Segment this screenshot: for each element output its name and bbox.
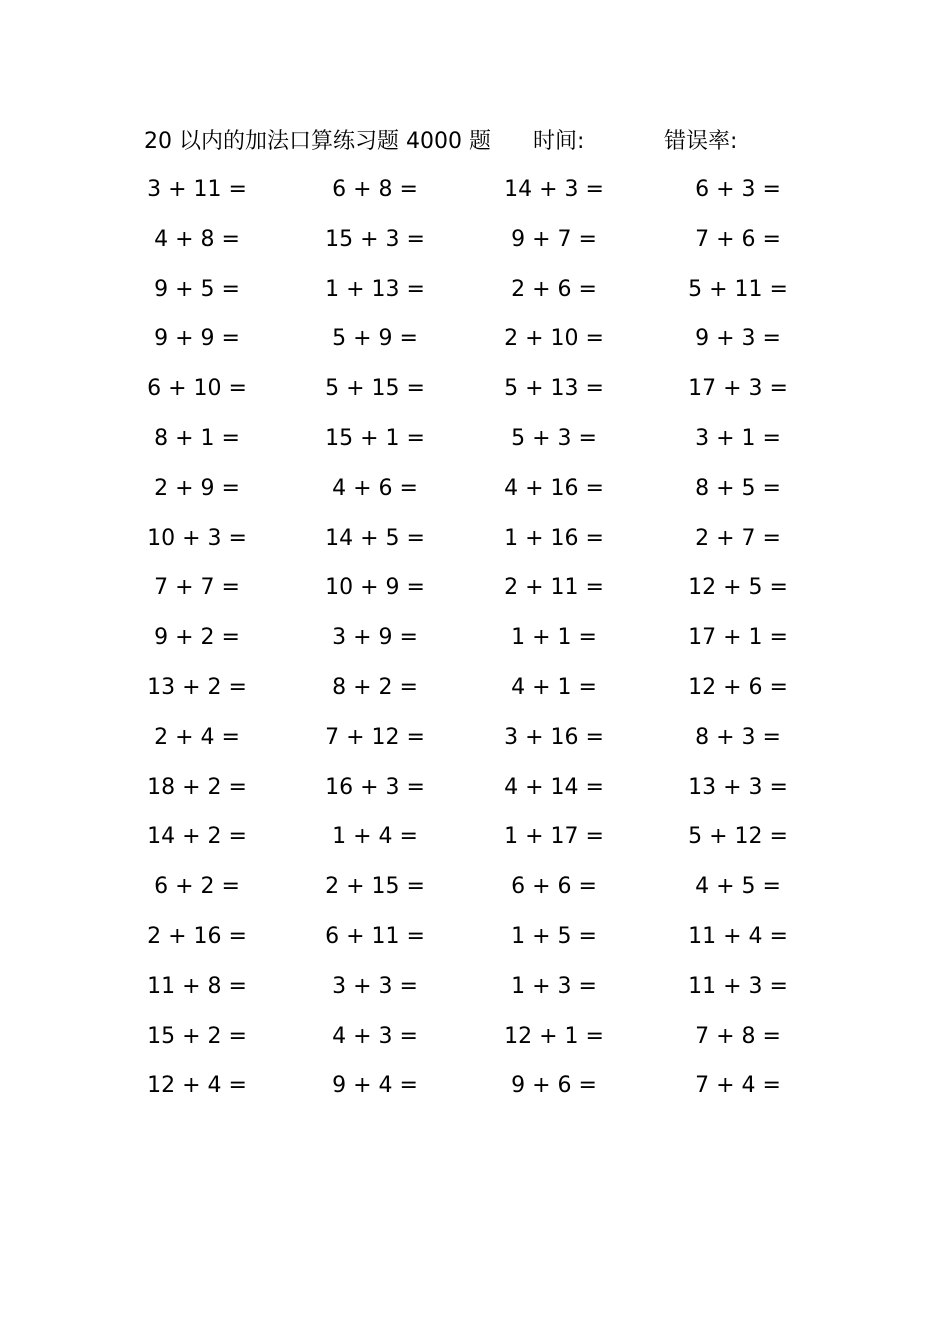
time-label: 时间: (533, 129, 585, 154)
addition-problem: 3 + 16 = (504, 724, 604, 750)
problem-row (0, 570, 950, 620)
addition-problem: 1 + 5 = (511, 923, 597, 949)
addition-problem: 3 + 3 = (332, 973, 418, 999)
addition-problem: 12 + 1 = (504, 1023, 604, 1049)
addition-problem: 3 + 11 = (147, 177, 247, 202)
addition-problem: 5 + 3 = (511, 425, 597, 451)
worksheet-header (0, 124, 950, 160)
addition-problem: 5 + 15 = (325, 376, 425, 402)
addition-problem: 6 + 8 = (332, 177, 418, 202)
addition-problem: 4 + 6 = (332, 475, 418, 501)
addition-problem: 3 + 1 = (695, 425, 781, 451)
addition-problem: 7 + 12 = (325, 724, 425, 750)
addition-problem: 4 + 8 = (154, 226, 240, 252)
addition-problem: 10 + 9 = (325, 575, 425, 601)
addition-problem: 8 + 1 = (154, 425, 240, 451)
addition-problem: 16 + 3 = (325, 774, 425, 800)
addition-problem: 1 + 16 = (504, 525, 604, 551)
addition-problem: 7 + 7 = (154, 575, 240, 601)
problem-row (0, 620, 950, 670)
addition-problem: 1 + 13 = (325, 276, 425, 302)
problem-row (0, 521, 950, 571)
addition-problem: 9 + 4 = (332, 1073, 418, 1099)
addition-problem: 11 + 4 = (688, 923, 788, 949)
problem-row (0, 969, 950, 1019)
problem-row (0, 471, 950, 521)
addition-problem: 7 + 8 = (695, 1023, 781, 1049)
addition-problem: 4 + 16 = (504, 475, 604, 501)
addition-problem: 4 + 5 = (695, 874, 781, 900)
problem-row (0, 720, 950, 770)
addition-problem: 17 + 3 = (688, 376, 788, 402)
worksheet-title: 20 以内的加法口算练习题 4000 题 (144, 129, 491, 154)
addition-problem: 5 + 13 = (504, 376, 604, 402)
addition-problem: 5 + 11 = (688, 276, 788, 302)
problem-row (0, 272, 950, 322)
problem-row (0, 869, 950, 919)
problem-row (0, 321, 950, 371)
problem-row (0, 670, 950, 720)
addition-problem: 8 + 3 = (695, 724, 781, 750)
addition-problem: 11 + 3 = (688, 973, 788, 999)
addition-problem: 6 + 6 = (511, 874, 597, 900)
addition-problem: 1 + 17 = (504, 824, 604, 850)
addition-problem: 14 + 5 = (325, 525, 425, 551)
addition-problem: 12 + 4 = (147, 1073, 247, 1099)
addition-problem: 6 + 11 = (325, 923, 425, 949)
addition-problem: 14 + 2 = (147, 824, 247, 850)
addition-problem: 2 + 9 = (154, 475, 240, 501)
addition-problem: 5 + 9 = (332, 326, 418, 352)
addition-problem: 5 + 12 = (688, 824, 788, 850)
error-rate-label: 错误率: (664, 129, 738, 154)
problem-row (0, 1068, 950, 1118)
addition-problem: 2 + 16 = (147, 923, 247, 949)
addition-problem: 8 + 5 = (695, 475, 781, 501)
addition-problem: 4 + 1 = (511, 674, 597, 700)
addition-problem: 9 + 2 = (154, 625, 240, 651)
problem-row (0, 1019, 950, 1069)
addition-problem: 2 + 15 = (325, 874, 425, 900)
addition-problem: 1 + 3 = (511, 973, 597, 999)
addition-problem: 9 + 9 = (154, 326, 240, 352)
addition-problem: 1 + 4 = (332, 824, 418, 850)
addition-problem: 7 + 4 = (695, 1073, 781, 1099)
addition-problem: 7 + 6 = (695, 226, 781, 252)
addition-problem: 14 + 3 = (504, 177, 604, 202)
addition-problem: 3 + 9 = (332, 625, 418, 651)
addition-problem: 15 + 2 = (147, 1023, 247, 1049)
addition-problem: 2 + 11 = (504, 575, 604, 601)
problem-row (0, 421, 950, 471)
addition-problem: 12 + 6 = (688, 674, 788, 700)
addition-problem: 2 + 6 = (511, 276, 597, 302)
addition-problem: 10 + 3 = (147, 525, 247, 551)
problem-row (0, 222, 950, 272)
addition-problem: 13 + 2 = (147, 674, 247, 700)
addition-problem: 15 + 1 = (325, 425, 425, 451)
addition-problem: 6 + 10 = (147, 376, 247, 402)
addition-problem: 6 + 2 = (154, 874, 240, 900)
addition-problem: 12 + 5 = (688, 575, 788, 601)
addition-problem: 4 + 3 = (332, 1023, 418, 1049)
problem-row (0, 770, 950, 820)
addition-problem: 2 + 7 = (695, 525, 781, 551)
addition-problem: 8 + 2 = (332, 674, 418, 700)
problem-grid (0, 172, 950, 1118)
addition-problem: 15 + 3 = (325, 226, 425, 252)
addition-problem: 13 + 3 = (688, 774, 788, 800)
problem-row (0, 371, 950, 421)
addition-problem: 9 + 5 = (154, 276, 240, 302)
addition-problem: 6 + 3 = (695, 177, 781, 202)
problem-row (0, 172, 950, 222)
addition-problem: 9 + 7 = (511, 226, 597, 252)
addition-problem: 9 + 6 = (511, 1073, 597, 1099)
problem-row (0, 919, 950, 969)
addition-problem: 2 + 10 = (504, 326, 604, 352)
addition-problem: 4 + 14 = (504, 774, 604, 800)
addition-problem: 9 + 3 = (695, 326, 781, 352)
addition-problem: 17 + 1 = (688, 625, 788, 651)
addition-problem: 1 + 1 = (511, 625, 597, 651)
addition-problem: 11 + 8 = (147, 973, 247, 999)
problem-row (0, 819, 950, 869)
addition-problem: 18 + 2 = (147, 774, 247, 800)
addition-problem: 2 + 4 = (154, 724, 240, 750)
